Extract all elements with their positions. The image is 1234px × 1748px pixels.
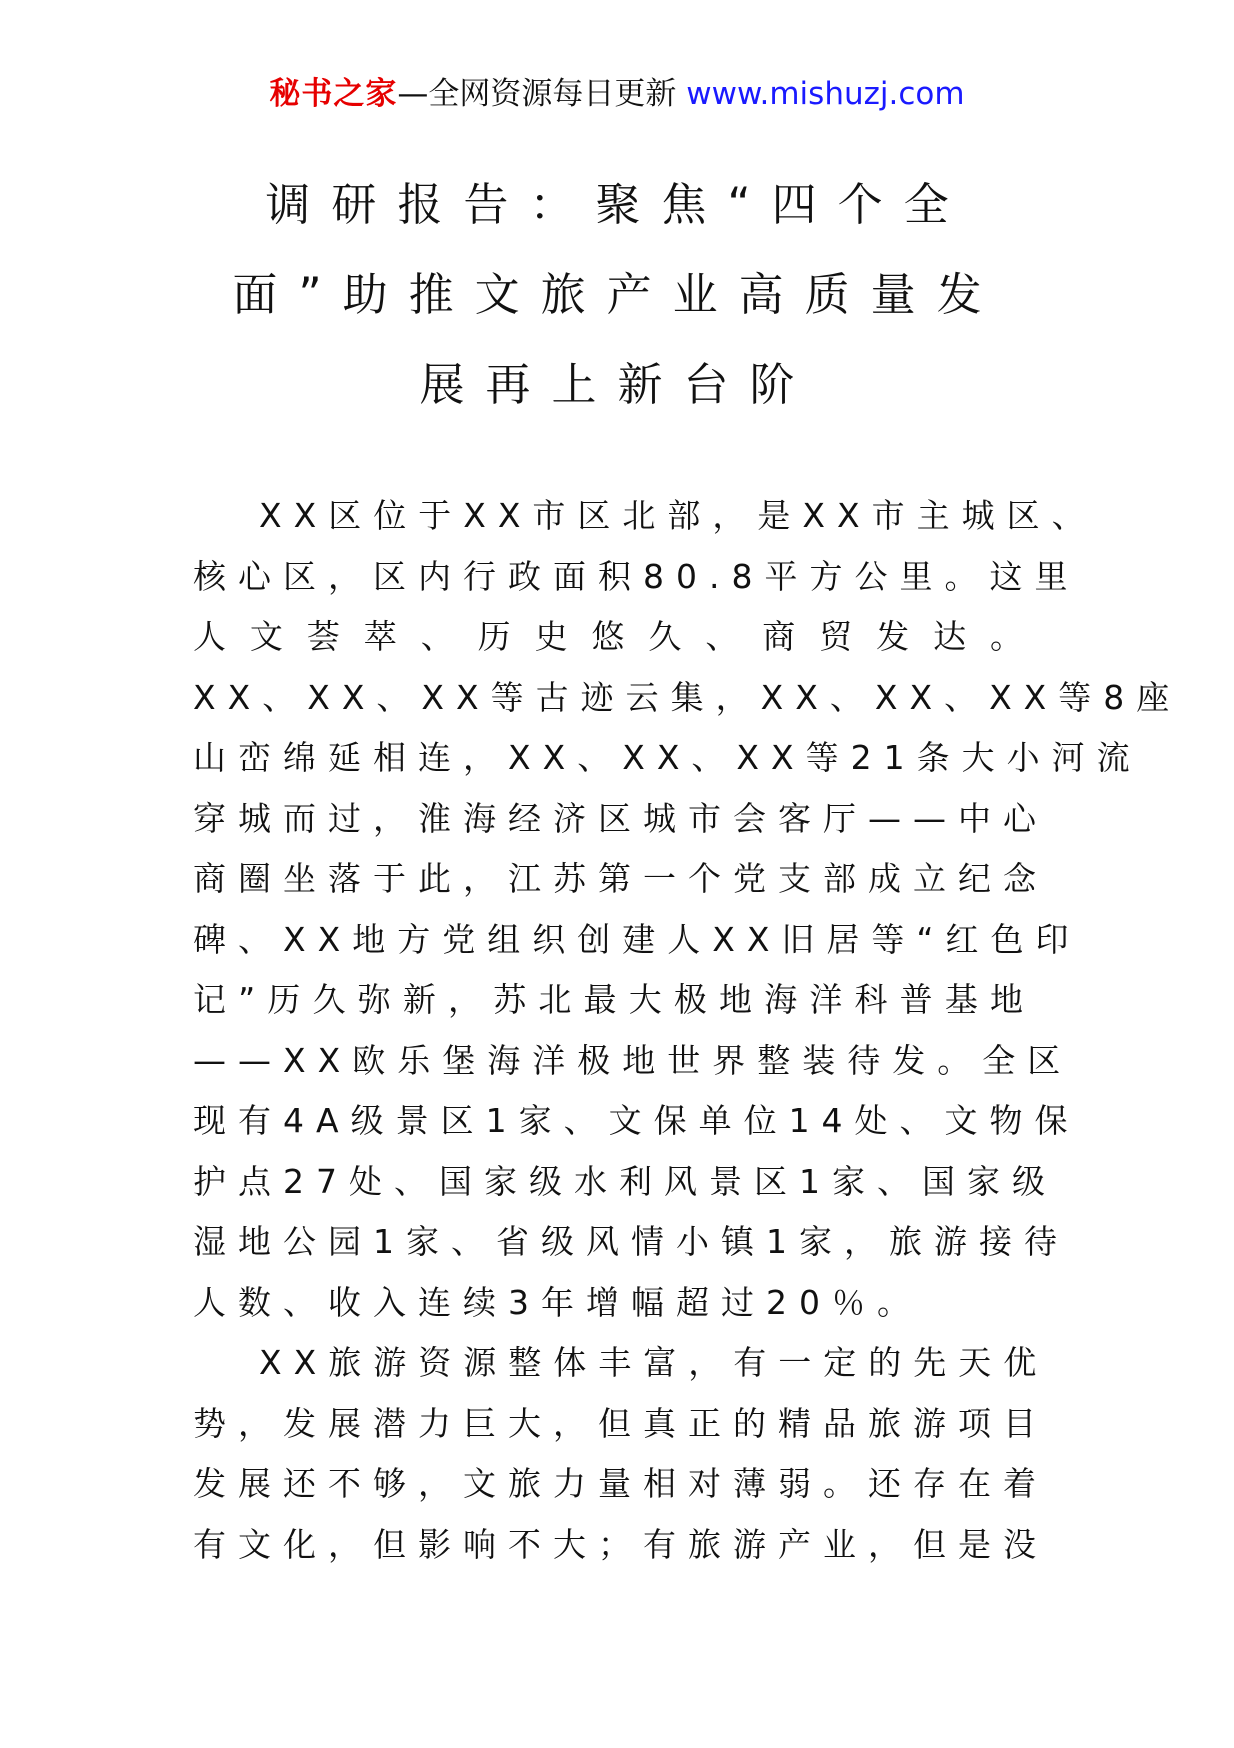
text-line: 势，发展潜力巨大，但真正的精品旅游项目 <box>193 1403 1048 1443</box>
text-line: 记”历久弥新，苏北最大极地海洋科普基地 <box>193 980 1035 1019</box>
title-line: 调研报告：聚焦“四个全 <box>265 178 970 231</box>
text-line: 穿城而过，淮海经济区城市会客厅——中心 <box>193 798 1048 838</box>
text-line: 核心区，区内行政面积80.8平方公里。这里 <box>193 556 1080 596</box>
text-line: XX旅游资源整体丰富，有一定的先天优 <box>259 1343 1049 1382</box>
text-line: XX、XX、XX等古迹云集，XX、XX、XX等8座 <box>193 677 1182 717</box>
text-line: 人文荟萃、历史悠久、商贸发达。 <box>193 617 1035 656</box>
title-line: 面”助推文旅产业高质量发 <box>232 268 1003 321</box>
document-body <box>193 486 1182 1575</box>
site-header <box>0 72 1234 116</box>
text-line: XX区位于XX市区北部，是XX市主城区、 <box>259 496 1097 535</box>
title-line: 展再上新台阶 <box>419 358 816 411</box>
text-line: 现有4A级景区1家、文保单位14处、文物保 <box>193 1101 1080 1140</box>
text-line: 人数、收入连续3年增幅超过20％。 <box>193 1282 922 1322</box>
text-line: 山峦绵延相连，XX、XX、XX等21条大小河流 <box>193 738 1142 777</box>
website-link[interactable]: www.mishuzj.com <box>686 76 965 112</box>
paragraph-1 <box>193 486 1182 1333</box>
text-line: ——XX欧乐堡海洋极地世界整装待发。全区 <box>193 1040 1073 1080</box>
text-line: 发展还不够，文旅力量相对薄弱。还存在着 <box>193 1464 1048 1503</box>
brand-name: 秘书之家 <box>269 76 398 112</box>
header-tagline: —全网资源每日更新 <box>397 76 677 112</box>
paragraph-2 <box>193 1333 1049 1575</box>
text-line: 商圈坐落于此，江苏第一个党支部成立纪念 <box>193 859 1048 898</box>
text-line: 有文化，但影响不大；有旅游产业，但是没 <box>193 1524 1048 1564</box>
text-line: 护点27处、国家级水利风景区1家、国家级 <box>193 1161 1057 1201</box>
text-line: 湿地公园1家、省级风情小镇1家，旅游接待 <box>193 1222 1069 1261</box>
document-title <box>195 160 1040 430</box>
text-line: 碑、XX地方党组织创建人XX旧居等“红色印 <box>193 919 1081 959</box>
